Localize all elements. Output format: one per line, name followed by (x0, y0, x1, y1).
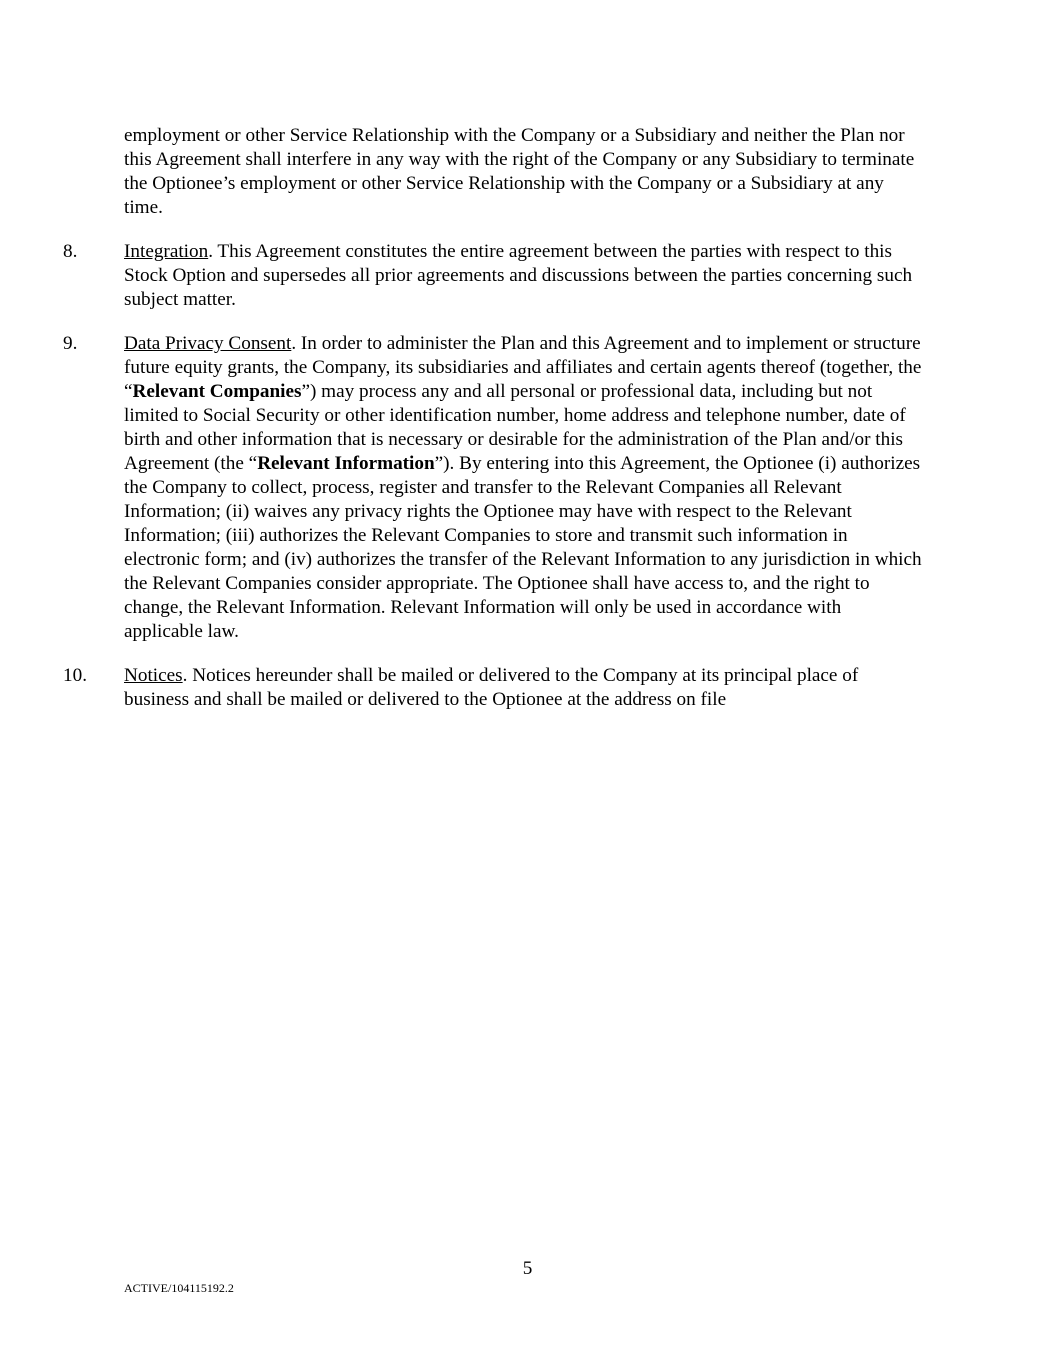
section-8-number: 8. (63, 241, 78, 262)
continuation-text: employment or other Service Relationship with the Company or a Subsidiary and neither the Plan nor this Agreement shall interfere in any way with the right of the Company or any Subsidiary to terminate the Optionee’s employment or other Service Relationship with the Company or a Subsidiary at any time. (124, 125, 915, 218)
footer-document-id: ACTIVE/104115192.2 (124, 1281, 234, 1295)
continuation-paragraph (124, 124, 924, 220)
section-9-text-part2: ”) may process any and all personal or professional data, including but not limited to Social Security or other identification number, home address and telephone number, date of birth and other information that is necessary or desirable for the administration of the Plan and/or this Agreement (the “ (124, 381, 906, 474)
section-9-text-part3: ”). By entering into this Agreement, the Optionee (i) authorizes the Company to collect, process, register and transfer to the Relevant Companies all Relevant Information; (ii) waives any privacy rights the Optionee may have with respect to the Relevant Information; (iii) authorizes the Relevant Companies to store and transmit such information in electronic form; and (iv) authorizes the transfer of the Relevant Information to any jurisdiction in which the Relevant Companies consider appropriate. The Optionee shall have access to, and the right to change, the Relevant Information. Relevant Information will only be used in accordance with applicable law. (124, 453, 922, 642)
section-8-text: . This Agreement constitutes the entire agreement between the parties with respect to this Stock Option and supersedes all prior agreements and discussions between the parties concerning such subject matter. (124, 241, 913, 310)
section-9-text-part1: . In order to administer the Plan and this Agreement and to implement or structure future equity grants, the Company, its subsidiaries and affiliates and certain agents thereof (together, the “ (124, 333, 922, 402)
section-8-paragraph (63, 240, 924, 312)
section-8-heading: Integration (124, 241, 209, 262)
document-body (63, 124, 924, 732)
section-10-number: 10. (63, 665, 87, 686)
section-9-bold-relevant-companies: Relevant Companies (132, 381, 302, 402)
section-9-number: 9. (63, 333, 78, 354)
section-10-text: . Notices hereunder shall be mailed or delivered to the Company at its principal place of business and shall be mailed or delivered to the Optionee at the address on file (124, 665, 859, 710)
section-9-paragraph (63, 332, 924, 644)
section-9-heading: Data Privacy Consent (124, 333, 292, 354)
section-9-bold-relevant-information: Relevant Information (257, 453, 435, 474)
page-number: 5 (522, 1258, 533, 1279)
section-10-paragraph (63, 664, 924, 712)
section-10-heading: Notices (124, 665, 183, 686)
